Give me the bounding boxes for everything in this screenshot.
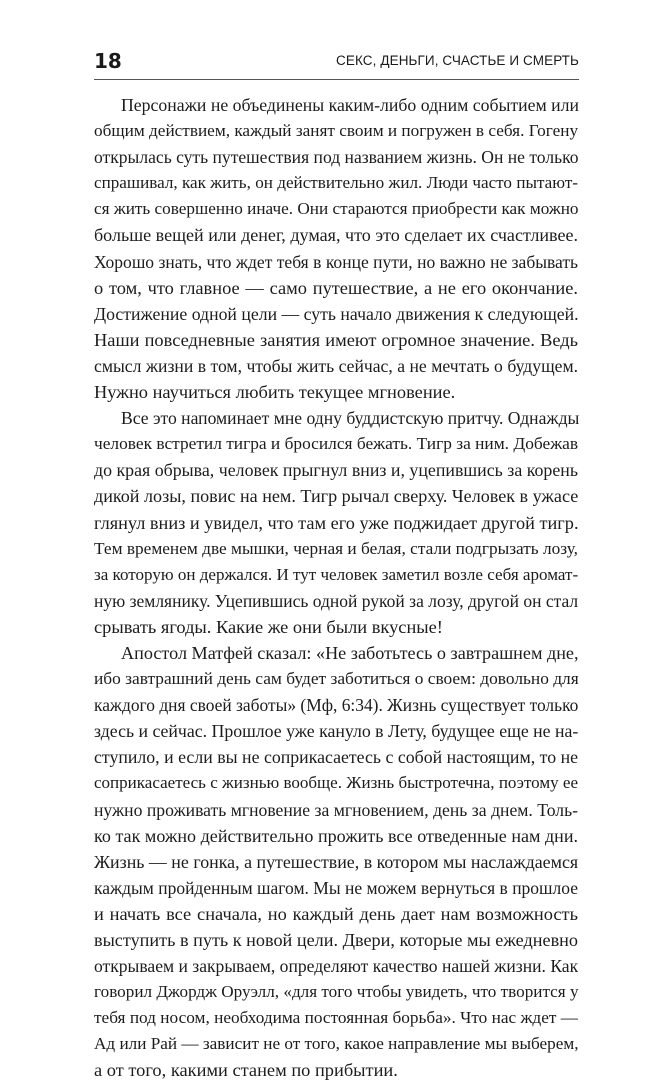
text-line: спрашивал, как жить, он действительно жил. Люди часто пытают-: [94, 173, 578, 193]
text-line: тебя под носом, необходима постоянная борьба». Что нас ждет —: [94, 1008, 578, 1028]
text-line: нужно проживать мгновение за мгновением, день за днем. Толь-: [94, 799, 578, 820]
text-line: за которую он держался. И тут человек заметил возле себя аромат-: [94, 564, 579, 584]
paragraph: [94, 640, 578, 1084]
text-line: здесь и сейчас. Прошлое уже кануло в Лету, будущее еще не на-: [94, 721, 579, 742]
text-line: ся жить совершенно иначе. Они стараются приобрести как можно: [94, 199, 579, 219]
text-line: до края обрыва, человек прыгнул вниз и, уцепившись за корень: [94, 460, 578, 481]
text-line: Апостол Матфей сказал: «Не заботьтесь о завтрашнем дне,: [121, 642, 579, 663]
paragraph: [94, 405, 578, 640]
text-line: а от того, какими станем по прибытии.: [94, 1060, 398, 1081]
text-line: срывать ягоды. Какие же они были вкусные!: [94, 616, 443, 637]
text-line: ибо завтрашний день сам будет заботиться о своем: довольно для: [94, 669, 579, 689]
text-line: каждого дня своей заботы» (Мф, 6:34). Жизнь существует только: [94, 695, 579, 716]
text-line: Наши повседневные занятия имеют огромное значение. Ведь: [94, 329, 578, 350]
text-line: общим действием, каждый занят своим и погружен в себя. Гогену: [94, 121, 579, 141]
text-line: Достижение одной цели — суть начало движения к следующей.: [94, 303, 579, 324]
text-line: ную землянику. Уцепившись одной рукой за лозу, другой он стал: [94, 590, 579, 611]
text-line: каждым пройденным шагом. Мы не можем вернуться в прошлое: [94, 877, 578, 898]
text-line: Жизнь — не гонка, а путешествие, в котором мы наслаждаемся: [94, 851, 579, 872]
text-line: выступить в путь к новой цели. Двери, которые мы ежедневно: [94, 930, 578, 950]
body-text: [94, 92, 578, 1084]
text-line: ступило, и если вы не соприкасаетесь с собой настоящим, то не: [94, 747, 578, 768]
page-number: 18: [94, 49, 122, 73]
text-line: Нужно научиться любить текущее мгновение.: [94, 382, 456, 403]
text-line: Персонажи не объединены каким-либо одним событием или: [121, 95, 580, 115]
text-line: открылась суть путешествия под названием жизнь. Он не только: [94, 147, 579, 168]
text-line: глянул вниз и увидел, что там его уже поджидает другой тигр.: [94, 512, 579, 533]
running-header-title: СЕКС, ДЕНЬГИ, СЧАСТЬЕ И СМЕРТЬ: [336, 53, 579, 68]
text-line: открываем и закрываем, определяют качество нашей жизни. Как: [94, 956, 579, 977]
text-line: Хорошо знать, что ждет тебя в конце пути, но важно не забывать: [94, 251, 578, 272]
text-line: смысл жизни в том, чтобы жить сейчас, а не мечтать о будущем.: [94, 355, 578, 376]
text-line: Все это напоминает мне одну буддистскую притчу. Однажды: [121, 408, 580, 429]
paragraph: [94, 92, 578, 405]
text-line: человек встретил тигра и бросился бежать. Тигр за ним. Добежав: [94, 434, 579, 454]
text-line: Тем временем две мышки, черная и белая, стали подгрызать лозу,: [94, 538, 578, 558]
text-line: о том, что главное — само путешествие, а не его окончание.: [94, 277, 578, 298]
text-line: ко так можно действительно прожить все отведенные нам дни.: [94, 825, 578, 846]
text-line: дикой лозы, повис на нем. Тигр рычал сверху. Человек в ужасе: [94, 486, 579, 507]
text-line: больше вещей или денег, думая, что это сделает их счастливее.: [94, 225, 578, 246]
text-line: и начать все сначала, но каждый день дает нам возможность: [94, 903, 578, 924]
header-divider: [94, 79, 579, 80]
text-line: соприкасаетесь с жизнью вообще. Жизнь быстротечна, поэтому ее: [94, 773, 578, 793]
text-line: Ад или Рай — зависит не от того, какое направление мы выберем,: [94, 1034, 579, 1054]
text-line: говорил Джордж Оруэлл, «для того чтобы увидеть, что творится у: [94, 982, 579, 1002]
